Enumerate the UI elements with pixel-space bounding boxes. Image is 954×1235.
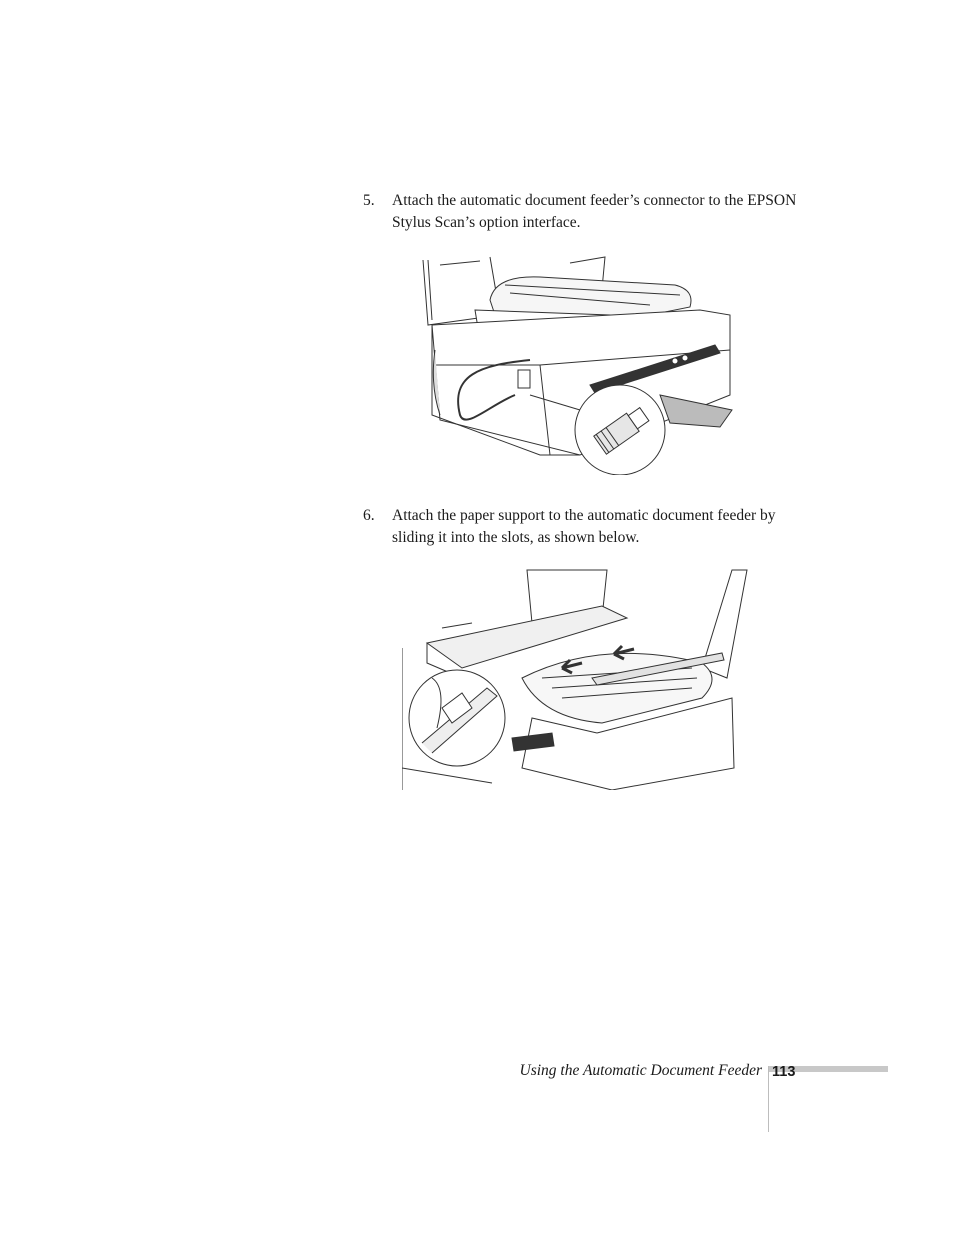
connector-illustration bbox=[420, 255, 736, 475]
page-number: 113 bbox=[772, 1064, 796, 1080]
paper-support-illustration bbox=[402, 568, 752, 790]
step-text: Attach the paper support to the automatic document feeder by sliding it into the slots, as shown below. bbox=[392, 507, 776, 546]
step-number: 5. bbox=[363, 192, 375, 209]
footer-title: Using the Automatic Document Feeder bbox=[519, 1062, 762, 1079]
step-number: 6. bbox=[363, 507, 375, 524]
footer-divider bbox=[768, 1066, 769, 1132]
step-text: Attach the automatic document feeder’s connector to the EPSON Stylus Scan’s option interface. bbox=[392, 192, 797, 231]
